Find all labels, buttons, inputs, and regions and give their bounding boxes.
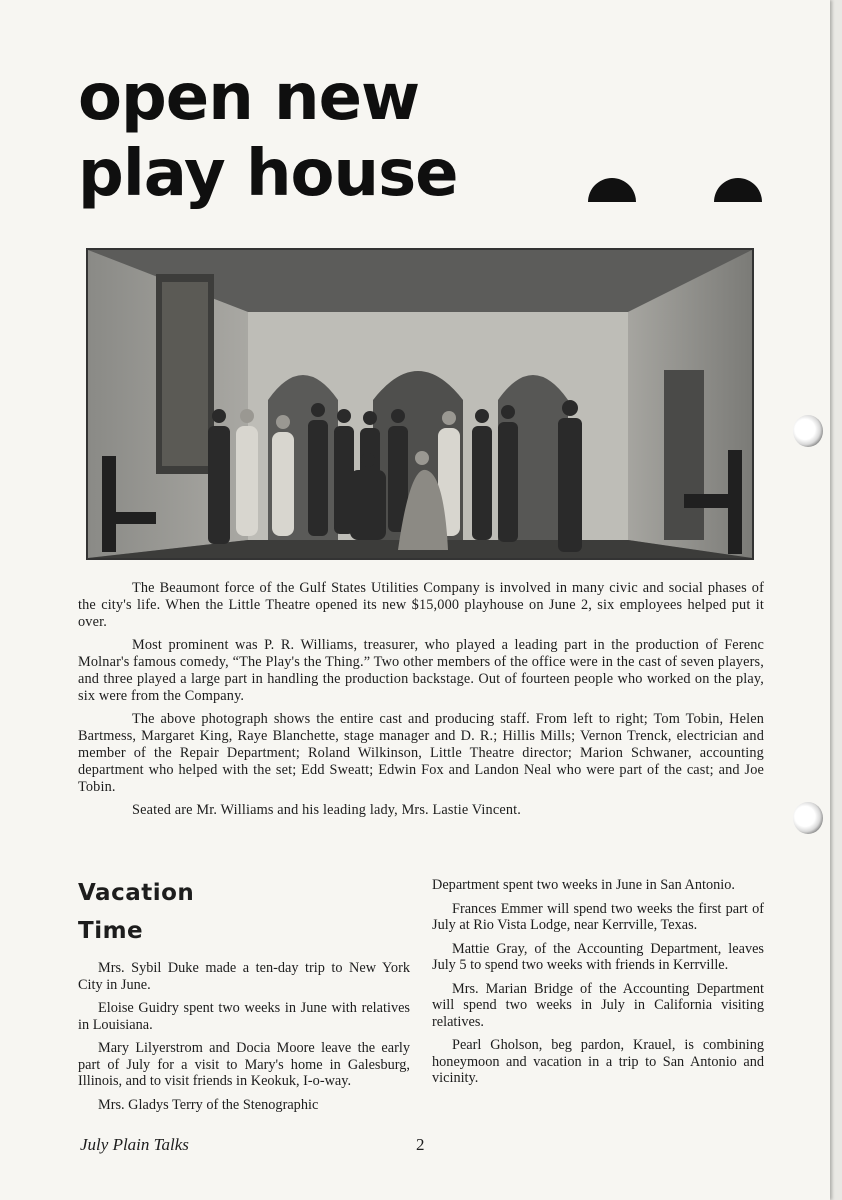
vacation-item-continuation: Department spent two weeks in June in San Antonio. [432,877,735,893]
vacation-heading [78,874,410,950]
article-paragraph: The Beaumont force of the Gulf States Utilities Company is involved in many civic and social phases of the city's life. When the Little Theatre opened its new $15,000 playhouse on June 2, six employees helped put it over. [78,580,764,630]
vacation-item: Eloise Guidry spent two weeks in June with relatives in Louisiana. [78,1000,410,1033]
page-number: 2 [416,1135,425,1154]
vacation-item: Mary Lilyerstrom and Docia Moore leave the early part of July for a visit to Mary's home in Galesburg, Illinois, and to visit friends in Keokuk, I-o-way. [78,1040,410,1089]
cast-photograph [86,248,754,560]
vacation-item: Mrs. Marian Bridge of the Accounting Department will spend two weeks in July in California visiting relatives. [432,980,764,1030]
article-paragraph: Most prominent was P. R. Williams, treasurer, who played a leading part in the production of Ferenc Molnar's famous comedy, “The Play's the Thing.” Two other members of the office were in the cast of seven players, and three played a large part in handling the production backstage. Out of fourteen people who worked on the play, six were from the Company. [78,637,764,704]
binder-hole [793,802,823,834]
decorative-dome-icon [588,178,636,202]
vacation-heading-line-2: Time [78,918,144,944]
vacation-item: Mrs. Gladys Terry of the Stenographic [98,1096,319,1113]
vacation-item: Pearl Gholson, beg pardon, Krauel, is combining honeymoon and vacation in a trip to San Antonio and vicinity. [432,1037,764,1086]
cast-photo-icon [88,250,752,558]
vacation-item: Mattie Gray, of the Accounting Department, leaves July 5 to spend two weeks with friends in Kerrville. [432,940,764,973]
vacation-item: Frances Emmer will spend two weeks the first part of July at Rio Vista Lodge, near Kerrville, Texas. [432,900,764,933]
binder-hole [793,415,823,447]
vacation-column-right [432,877,764,1094]
headline [78,60,458,212]
decorative-dome-icon [714,178,762,202]
publication-title: July Plain Talks [80,1135,189,1154]
vacation-heading-line-1: Vacation [78,880,195,906]
headline-line-2: play house [78,137,458,211]
article-paragraph: Seated are Mr. Williams and his leading lady, Mrs. Lastie Vincent. [132,802,521,818]
vacation-column-left [78,874,410,1120]
article-body [78,580,764,825]
article-paragraph: The above photograph shows the entire cast and producing staff. From left to right; Tom Tobin, Helen Bartmess, Margaret King, Raye Blanchette, stage manager and D. R.; Hillis Mills; Vernon Trenck, electrician and member of the Repair Department; Roland Wilkinson, Little Theatre director; Marion Schwaner, accounting department who helped with the set; Edd Sweatt; Edwin Fox and Landon Neal who were part of the cast; and Joe Tobin. [78,711,764,795]
vacation-item: Mrs. Sybil Duke made a ten-day trip to New York City in June. [78,960,410,993]
headline-line-1: open new [78,61,420,135]
